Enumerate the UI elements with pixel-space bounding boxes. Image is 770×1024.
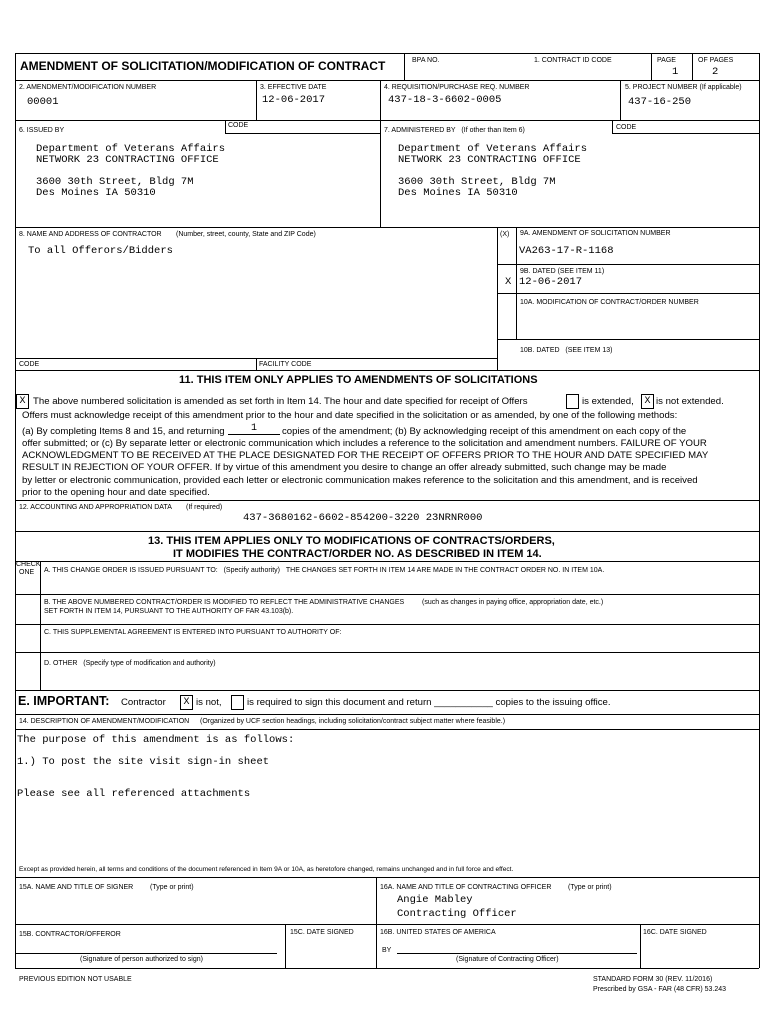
not-extended-label: is not extended. <box>656 396 724 407</box>
administered-by-line1[interactable]: Department of Veterans Affairs <box>398 143 588 155</box>
rule-6-7 <box>380 120 381 227</box>
rule-13d <box>15 652 759 653</box>
rule-bottom <box>15 968 759 969</box>
rule-13c <box>15 624 759 625</box>
date-15c-label: 15C. DATE SIGNED <box>290 929 354 936</box>
accounting-label: 12. ACCOUNTING AND APPROPRIATION DATA <box>19 504 172 511</box>
item13-heading-1: 13. THIS ITEM APPLIES ONLY TO MODIFICATIONS OF CONTRACTS/ORDERS, <box>148 535 555 547</box>
officer-name[interactable]: Angie Mabley <box>397 894 473 906</box>
x-column-label: (X) <box>500 231 510 238</box>
item11-line5: ACKNOWLEDGMENT TO BE RECEIVED AT THE PLACE DESIGNATED FOR THE RECEIPT OF OFFERS PRIOR TO THE HOUR AND DATE SPECIFIED MAY <box>22 450 709 461</box>
contractor-label: 8. NAME AND ADDRESS OF CONTRACTOR <box>19 231 162 238</box>
rule-item13 <box>15 531 759 532</box>
contractor-note: (Number, street, county, State and ZIP Code) <box>176 231 316 238</box>
item11-line4: offer submitted; or (c) By separate letter or electronic communication which includes a reference to the solicitation and amendment numbers. FAILURE OF YOUR <box>22 438 707 449</box>
rule-facility <box>256 358 257 370</box>
item11-line3a: (a) By completing Items 8 and 15, and returning <box>22 426 225 437</box>
rule-r2c <box>620 80 621 120</box>
rule-10a-10b <box>497 339 759 340</box>
description-line1[interactable]: The purpose of this amendment is as follows: <box>17 734 295 746</box>
administered-by-line3[interactable]: 3600 30th Street, Bldg 7M <box>398 176 556 188</box>
contractor-signature-field[interactable] <box>19 938 277 952</box>
accounting-note: (If required) <box>186 504 223 511</box>
rule-important <box>15 714 759 715</box>
item11-line2: Offers must acknowledge receipt of this amendment prior to the hour and date specified in the solicitation or as amended, by one of the following methods: <box>22 410 678 421</box>
facility-code-label: FACILITY CODE <box>259 361 312 368</box>
rule-9b-10a <box>497 293 759 294</box>
rule-title-bpa <box>404 53 405 80</box>
rule-row2 <box>15 120 759 121</box>
description-line2[interactable]: 1.) To post the site visit sign-in sheet <box>17 756 270 768</box>
rule-row1 <box>15 80 759 81</box>
item11-line3b: copies of the amendment; (b) By acknowledging receipt of this amendment on each copy of the <box>282 426 687 437</box>
item11-heading: 11. THIS ITEM ONLY APPLIES TO AMENDMENTS OF SOLICITATIONS <box>179 374 538 386</box>
dated-9b-label: 9B. DATED (SEE ITEM 11) <box>520 268 605 275</box>
extended-label: is extended, <box>582 396 634 407</box>
rule-sign1 <box>15 924 759 925</box>
effective-date-label: 3. EFFECTIVE DATE <box>260 84 327 91</box>
prescribed-by: Prescribed by GSA - FAR (48 CFR) 53.243 <box>593 986 727 993</box>
page-number[interactable]: 1 <box>672 66 679 78</box>
signature-person-caption: (Signature of person authorized to sign) <box>80 956 203 963</box>
rule-r2a <box>256 80 257 120</box>
standard-form-number: STANDARD FORM 30 (REV. 11/2016) <box>593 976 713 983</box>
administered-by-line2[interactable]: NETWORK 23 CONTRACTING OFFICE <box>398 154 581 166</box>
rule-except <box>15 877 759 878</box>
rule-right <box>759 53 760 968</box>
solicitation-number-field[interactable]: VA263-17-R-1168 <box>519 245 614 257</box>
administered-by-line4[interactable]: Des Moines IA 50310 <box>398 187 518 199</box>
dated-9b-check[interactable]: X <box>505 276 512 288</box>
not-extended-checkbox[interactable]: X <box>641 394 654 409</box>
item13b-text2: SET FORTH IN ITEM 14, PURSUANT TO THE AUTHORITY OF FAR 43.103(b). <box>44 608 294 615</box>
description-note: (Organized by UCF section headings, including solicitation/contract subject matter where feasible.) <box>200 718 506 725</box>
usa-16b-label: 16B. UNITED STATES OF AMERICA <box>380 929 496 936</box>
signature-officer-caption: (Signature of Contracting Officer) <box>456 956 559 963</box>
rule-16b-16c <box>640 924 641 968</box>
item13a-text: A. THIS CHANGE ORDER IS ISSUED PURSUANT TO: (Specify authority) THE CHANGES SET FORTH IN ITEM 14 ARE MADE IN THE CONTRACT ORDER NO. IN ITEM 10A. <box>44 567 605 574</box>
dated-10b-label: 10B. DATED (SEE ITEM 13) <box>520 347 613 354</box>
requisition-field[interactable]: 437-18-3-6602-0005 <box>388 94 502 106</box>
rule-row3 <box>15 227 759 228</box>
project-number-label: 5. PROJECT NUMBER (If applicable) <box>625 84 742 91</box>
rule-item14 <box>15 729 759 730</box>
administered-by-label: 7. ADMINISTERED BY (If other than Item 6) <box>384 127 525 134</box>
is-required-label: is required to sign this document and return ___________ copies to the issuing office. <box>247 697 611 708</box>
officer-16a-label: 16A. NAME AND TITLE OF CONTRACTING OFFICER <box>380 884 552 891</box>
rule-r2b <box>380 80 381 120</box>
rule-sig-person <box>15 953 277 954</box>
is-required-checkbox[interactable] <box>231 695 244 710</box>
project-number-field[interactable]: 437-16-250 <box>628 96 692 108</box>
item11-line7: by letter or electronic communication, provided each letter or electronic communication makes reference to the solicitation and this amendment, and is received <box>22 475 698 486</box>
rule-x-col <box>516 227 517 339</box>
rule-top <box>15 53 759 54</box>
item11-line1: The above numbered solicitation is amended as set forth in Item 14. The hour and date specified for receipt of Offers <box>33 396 528 407</box>
except-text: Except as provided herein, all terms and conditions of the document referenced in Item 9A or 10A, as heretofore changed, remains unchanged and in full force and effect. <box>19 866 514 873</box>
administered-code-label: CODE <box>616 124 637 131</box>
check-one-label-2: ONE <box>19 569 35 576</box>
rule-13-end <box>15 690 759 691</box>
rule-cid-page <box>651 53 652 80</box>
page-label: PAGE <box>657 57 676 64</box>
important-contractor: Contractor <box>121 697 166 708</box>
of-pages-label: OF PAGES <box>698 57 734 64</box>
rule-15b-15c <box>285 924 286 968</box>
item11-line8: prior to the opening hour and date specified. <box>22 487 210 498</box>
extended-checkbox[interactable] <box>566 394 579 409</box>
date-16c-label: 16C. DATE SIGNED <box>643 929 707 936</box>
contractor-field[interactable]: To all Offerors/Bidders <box>28 245 173 257</box>
signer-15a-label: 15A. NAME AND TITLE OF SIGNER <box>19 884 134 891</box>
item13d-text: D. OTHER (Specify type of modification and authority) <box>44 660 216 667</box>
contractor-15b-label: 15B. CONTRACTOR/OFFEROR <box>19 931 121 938</box>
previous-edition: PREVIOUS EDITION NOT USABLE <box>19 976 132 983</box>
rule-7-code-box <box>612 133 759 134</box>
item13-heading-2: IT MODIFIES THE CONTRACT/ORDER NO. AS DESCRIBED IN ITEM 14. <box>173 548 542 560</box>
rule-7-code <box>612 120 613 133</box>
accounting-field[interactable]: 437-3680162-6602-854200-3220 23NRNR000 <box>243 512 483 524</box>
item13b-text1: B. THE ABOVE NUMBERED CONTRACT/ORDER IS MODIFIED TO REFLECT THE ADMINISTRATIVE CHANGES <box>44 599 405 606</box>
rule-page-of <box>692 53 693 80</box>
contract-id-label: 1. CONTRACT ID CODE <box>534 57 612 64</box>
rule-8-9 <box>497 227 498 370</box>
effective-date-field[interactable]: 12-06-2017 <box>262 94 326 106</box>
of-pages-number[interactable]: 2 <box>712 66 719 78</box>
rule-check-col <box>40 561 41 690</box>
check-one-label-1: CHECK <box>16 561 41 568</box>
signer-15a-note: (Type or print) <box>150 884 194 891</box>
copies-count-field[interactable]: 1 <box>228 423 280 435</box>
form-title: AMENDMENT OF SOLICITATION/MODIFICATION OF CONTRACT <box>20 59 386 73</box>
rule-15-16 <box>376 877 377 968</box>
by-label: BY <box>382 947 392 954</box>
rule-13b <box>15 594 759 595</box>
description-line3[interactable]: Please see all referenced attachments <box>17 788 251 800</box>
rule-sig-officer <box>397 953 637 954</box>
officer-signature-field[interactable] <box>397 938 637 952</box>
rule-6-code <box>225 120 226 133</box>
is-not-label: is not, <box>196 697 222 708</box>
rule-row8-end <box>15 370 759 371</box>
requisition-label: 4. REQUISITION/PURCHASE REQ. NUMBER <box>384 84 530 91</box>
item11-line6: RESULT IN REJECTION OF YOUR OFFER. If by virtue of this amendment you desire to change an offer already submitted, such change may be made <box>22 462 667 473</box>
is-not-checkbox[interactable]: X <box>180 695 193 710</box>
issued-by-label: 6. ISSUED BY <box>19 127 65 134</box>
item11-amended-checkbox[interactable]: X <box>16 394 29 409</box>
modification-number-label: 10A. MODIFICATION OF CONTRACT/ORDER NUMBER <box>520 299 699 306</box>
rule-13a <box>15 561 759 562</box>
rule-6-code-box <box>225 133 380 134</box>
dated-9b-field[interactable]: 12-06-2017 <box>519 276 583 288</box>
item13c-text: C. THIS SUPPLEMENTAL AGREEMENT IS ENTERED INTO PURSUANT TO AUTHORITY OF: <box>44 629 342 636</box>
issued-code-label: CODE <box>228 122 249 129</box>
officer-16a-note: (Type or print) <box>568 884 612 891</box>
officer-title[interactable]: Contracting Officer <box>397 908 517 920</box>
description-label: 14. DESCRIPTION OF AMENDMENT/MODIFICATION <box>19 718 190 725</box>
issued-by-line2[interactable]: NETWORK 23 CONTRACTING OFFICE <box>36 154 219 166</box>
amendment-number-label: 2. AMENDMENT/MODIFICATION NUMBER <box>19 84 157 91</box>
rule-left <box>15 53 16 968</box>
issued-by-line3[interactable]: 3600 30th Street, Bldg 7M <box>36 176 194 188</box>
solicitation-number-label: 9A. AMENDMENT OF SOLICITATION NUMBER <box>520 230 671 237</box>
issued-by-line1[interactable]: Department of Veterans Affairs <box>36 143 226 155</box>
amendment-number-field[interactable]: 00001 <box>27 96 59 108</box>
issued-by-line4[interactable]: Des Moines IA 50310 <box>36 187 156 199</box>
important-label: E. IMPORTANT: <box>18 694 110 708</box>
rule-9a-9b <box>497 264 759 265</box>
rule-item12 <box>15 500 759 501</box>
bpa-label: BPA NO. <box>412 57 440 64</box>
item13b-note: (such as changes in paying office, appropriation date, etc.) <box>422 599 604 606</box>
contractor-code-label: CODE <box>19 361 40 368</box>
